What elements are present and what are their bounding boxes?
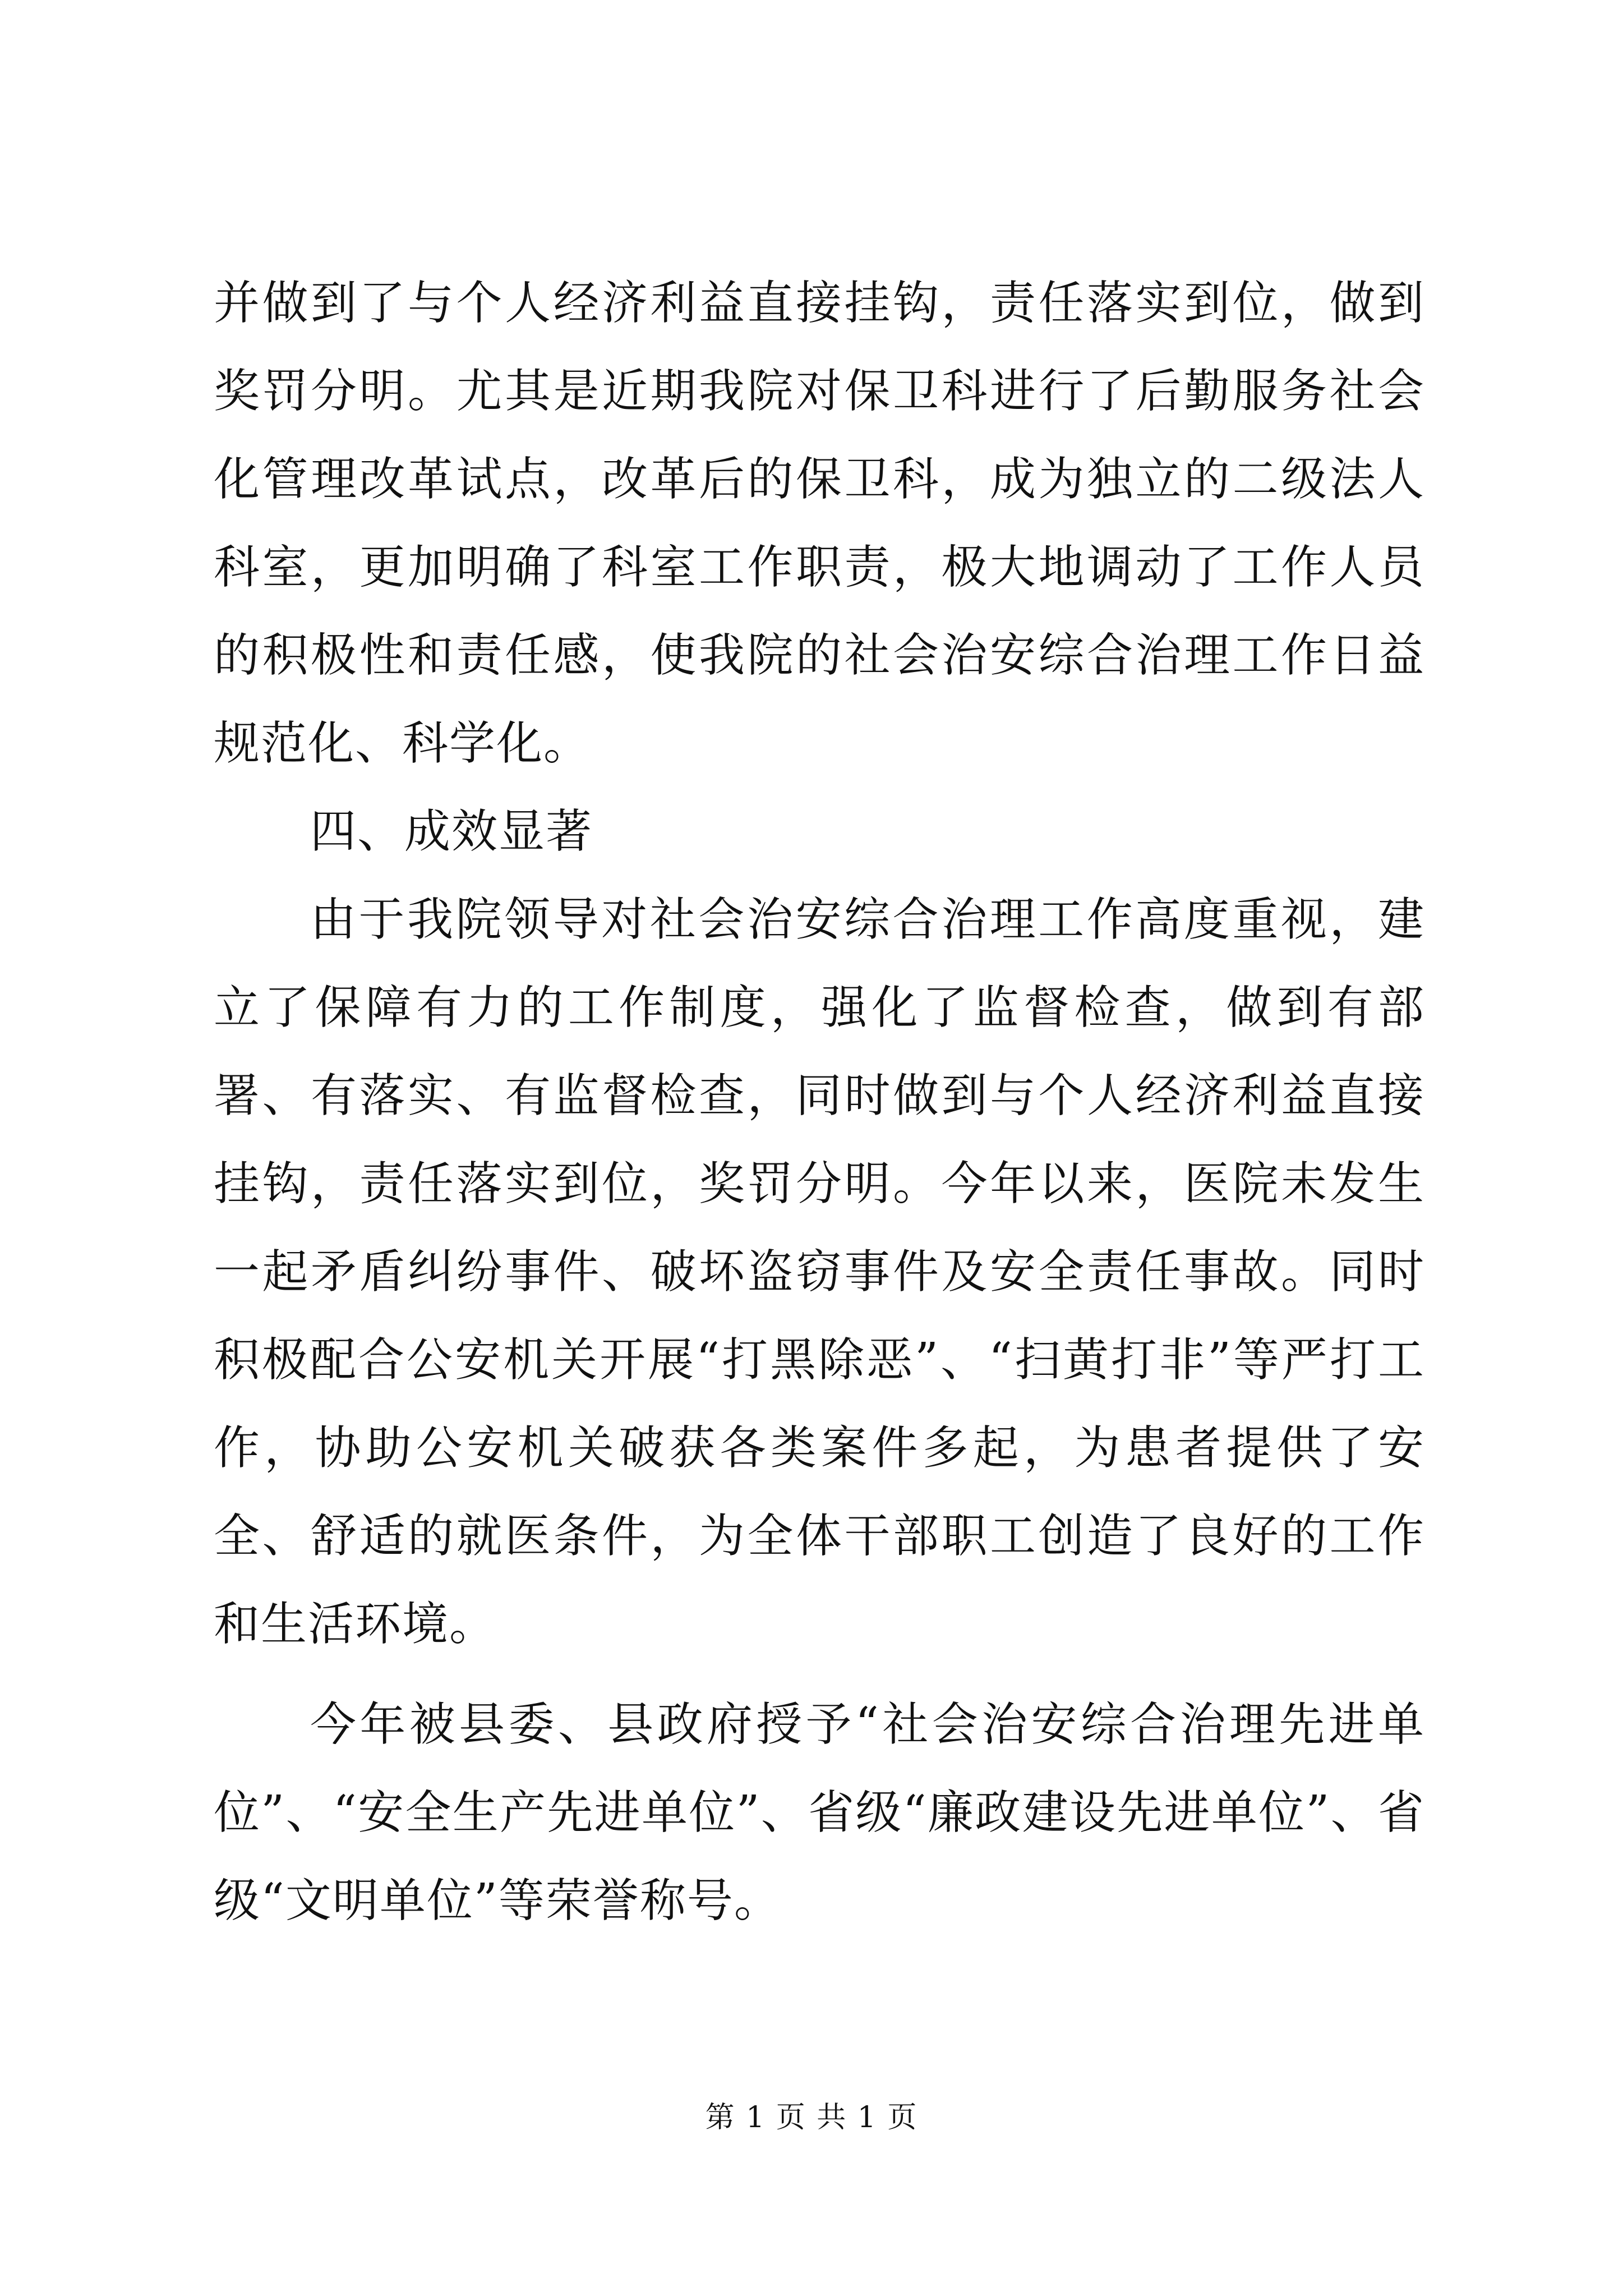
document-body <box>214 259 1425 1945</box>
paragraph-honors: 今年被县委、县政府授予“社会治安综合治理先进单位”、“安全生产先进单位”、省级“廉政建设先进单位”、省级“文明单位”等荣誉称号。 <box>214 1698 1425 1927</box>
paragraph-continuation: 并做到了与个人经济利益直接挂钩，责任落实到位，做到奖罚分明。尤其是近期我院对保卫科进行了后勤服务社会化管理改革试点，改革后的保卫科，成为独立的二级法人科室，更加明确了科室工作职责，极大地调动了工作人员的积极性和责任感，使我院的社会治安综合治理工作日益规范化、科学化。 <box>214 277 1425 770</box>
paragraph-results: 由于我院领导对社会治安综合治理工作高度重视，建立了保障有力的工作制度，强化了监督检查，做到有部署、有落实、有监督检查，同时做到与个人经济利益直接挂钩，责任落实到位，奖罚分明。今年以来，医院未发生一起矛盾纠纷事件、破坏盗窃事件及安全责任事故。同时积极配合公安机关开展“打黑除恶”、“扫黄打非”等严打工作，协助公安机关破获各类案件多起，为患者提供了安全、舒适的就医条件，为全体干部职工创造了良好的工作和生活环境。 <box>214 893 1425 1651</box>
page-footer: 第 1 页 共 1 页 <box>705 2101 918 2134</box>
section-heading: 四、成效显著 <box>310 805 593 858</box>
